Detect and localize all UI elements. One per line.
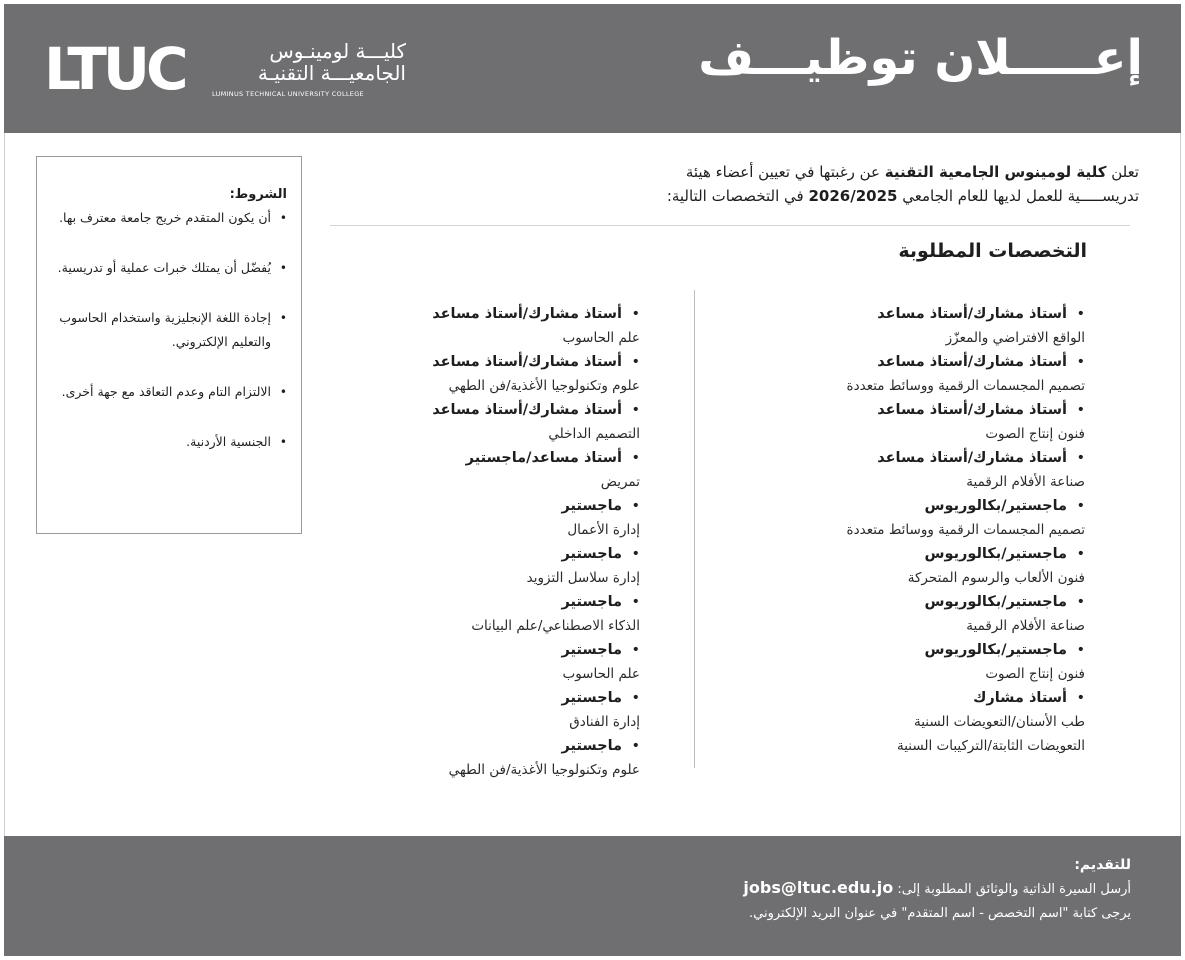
intro-line1-suffix: عن رغبتها في تعيين أعضاء هيئة (685, 163, 885, 181)
bullet-icon: • (631, 354, 640, 370)
position-specialty: فنون الألعاب والرسوم المتحركة (907, 570, 1085, 586)
position-specialty: إدارة الأعمال (567, 522, 640, 538)
bullet-icon: • (279, 211, 287, 225)
position-title-text: أستاذ مشارك/أستاذ مساعد (432, 402, 622, 418)
position-title-text: أستاذ مشارك/أستاذ مساعد (877, 402, 1067, 418)
position-item (685, 590, 1085, 638)
position-title (260, 398, 640, 422)
intro-line1-prefix: تعلن (1106, 163, 1139, 181)
intro-line-2 (339, 184, 1139, 208)
bullet-icon: • (631, 402, 640, 418)
position-title (260, 350, 640, 374)
apply-email-link[interactable]: jobs@ltuc.edu.jo (743, 878, 894, 897)
intro-line2-suffix: في التخصصات التالية: (666, 187, 809, 205)
condition-text: الالتزام التام وعدم التعاقد مع جهة أخرى. (61, 384, 271, 399)
position-specialty: صناعة الأفلام الرقمية (966, 474, 1085, 490)
position-title-text: أستاذ مشارك/أستاذ مساعد (877, 354, 1067, 370)
position-item (685, 638, 1085, 686)
logo-mark: LTUC (44, 35, 185, 103)
position-specialty: علم الحاسوب (562, 666, 640, 682)
condition-item (47, 306, 287, 354)
logo-arabic-line1: كليـــة لومينـوس (269, 39, 406, 63)
bullet-icon: • (631, 690, 640, 706)
position-specialty: التعويضات الثابتة/التركيبات السنية (896, 738, 1085, 754)
apply-send-text: أرسل السيرة الذاتية والوثائق المطلوبة إلى: (893, 882, 1131, 897)
bullet-icon: • (1076, 546, 1085, 562)
bullet-icon: • (279, 435, 287, 449)
condition-text: الجنسية الأردنية. (186, 434, 271, 449)
intro-divider (330, 225, 1130, 226)
condition-item (47, 430, 287, 454)
position-specialty: فنون إنتاج الصوت (985, 666, 1085, 682)
position-title-text: أستاذ مشارك/أستاذ مساعد (877, 450, 1067, 466)
position-title (685, 638, 1085, 662)
position-title-text: ماجستير/بكالوريوس (924, 498, 1067, 514)
position-item (260, 542, 640, 590)
position-title (260, 686, 640, 710)
header-band (4, 4, 1181, 133)
position-title-text: ماجستير (561, 498, 622, 514)
position-item (260, 494, 640, 542)
position-item (685, 686, 1085, 758)
position-title (685, 398, 1085, 422)
position-specialty: التصميم الداخلي (548, 426, 640, 442)
bullet-icon: • (631, 642, 640, 658)
position-item (260, 398, 640, 446)
condition-item (47, 206, 287, 230)
section-title: التخصصات المطلوبة (898, 240, 1087, 262)
position-item (685, 398, 1085, 446)
position-item (260, 590, 640, 638)
ltuc-logo (44, 35, 414, 104)
conditions-title: الشروط: (229, 187, 287, 202)
position-specialty: فنون إنتاج الصوت (985, 426, 1085, 442)
position-title (685, 590, 1085, 614)
position-item (685, 446, 1085, 494)
position-specialty: تصميم المجسمات الرقمية ووسائط متعددة (846, 378, 1085, 394)
bullet-icon: • (1076, 450, 1085, 466)
position-title-text: ماجستير (561, 690, 622, 706)
position-title-text: ماجستير (561, 546, 622, 562)
position-item (260, 302, 640, 350)
position-item (685, 350, 1085, 398)
position-item (260, 686, 640, 734)
bullet-icon: • (279, 261, 287, 275)
position-item (260, 350, 640, 398)
position-title-text: ماجستير (561, 738, 622, 754)
position-specialty: تصميم المجسمات الرقمية ووسائط متعددة (846, 522, 1085, 538)
position-title-text: أستاذ مشارك/أستاذ مساعد (877, 306, 1067, 322)
academic-year: 2026/2025 (808, 187, 898, 205)
position-specialty: علم الحاسوب (562, 330, 640, 346)
intro-text (339, 160, 1139, 208)
position-title-text: ماجستير/بكالوريوس (924, 642, 1067, 658)
position-title (685, 494, 1085, 518)
position-title-text: ماجستير (561, 642, 622, 658)
conditions-list (47, 206, 287, 454)
position-specialty: الواقع الافتراضي والمعزّز (945, 330, 1085, 346)
bullet-icon: • (631, 498, 640, 514)
position-title (260, 542, 640, 566)
position-title-text: ماجستير (561, 594, 622, 610)
position-item (260, 734, 640, 782)
bullet-icon: • (631, 738, 640, 754)
positions-column-right (685, 302, 1085, 758)
position-specialty: علوم وتكنولوجيا الأغذية/فن الطهي (448, 378, 640, 394)
position-title (260, 302, 640, 326)
position-title-text: ماجستير/بكالوريوس (924, 546, 1067, 562)
position-title-text: ماجستير/بكالوريوس (924, 594, 1067, 610)
bullet-icon: • (631, 546, 640, 562)
position-title (685, 302, 1085, 326)
position-specialty: صناعة الأفلام الرقمية (966, 618, 1085, 634)
position-item (685, 542, 1085, 590)
page-title: إعـــــلان توظيـــف (698, 30, 1143, 86)
bullet-icon: • (279, 385, 287, 399)
position-title (685, 686, 1085, 710)
positions-column-left (260, 302, 640, 782)
position-item (685, 494, 1085, 542)
bullet-icon: • (1076, 498, 1085, 514)
position-specialty: الذكاء الاصطناعي/علم البيانات (471, 618, 640, 634)
intro-line-1 (339, 160, 1139, 184)
position-item (685, 302, 1085, 350)
bullet-icon: • (1076, 354, 1085, 370)
intro-line2-prefix: تدريســـــية للعمل لديها للعام الجامعي (897, 187, 1139, 205)
position-specialty: علوم وتكنولوجيا الأغذية/فن الطهي (448, 762, 640, 778)
position-title (260, 446, 640, 470)
bullet-icon: • (1076, 642, 1085, 658)
bullet-icon: • (1076, 690, 1085, 706)
condition-item (47, 256, 287, 280)
bullet-icon: • (1076, 306, 1085, 322)
bullet-icon: • (279, 311, 287, 325)
position-title (685, 542, 1085, 566)
bullet-icon: • (631, 594, 640, 610)
position-title-text: أستاذ مشارك/أستاذ مساعد (432, 354, 622, 370)
position-title-text: أستاذ مشارك/أستاذ مساعد (432, 306, 622, 322)
apply-title: للتقديم: (1074, 857, 1131, 873)
bullet-icon: • (1076, 402, 1085, 418)
position-title-text: أستاذ مساعد/ماجستير (465, 450, 622, 466)
position-title (260, 494, 640, 518)
position-title (685, 350, 1085, 374)
condition-item (47, 380, 287, 404)
position-title (260, 734, 640, 758)
logo-english: LUMINUS TECHNICAL UNIVERSITY COLLEGE (212, 90, 364, 98)
intro-line1-bold: كلية لومينوس الجامعية التقنية (884, 163, 1107, 181)
position-specialty: إدارة الفنادق (569, 714, 640, 730)
position-title (260, 638, 640, 662)
position-title (260, 590, 640, 614)
position-item (260, 446, 640, 494)
apply-send-line (743, 876, 1131, 902)
apply-note: يرجى كتابة "اسم التخصص - اسم المتقدم" في عنوان البريد الإلكتروني. (749, 906, 1131, 921)
position-title-text: أستاذ مشارك (973, 690, 1067, 706)
position-title (685, 446, 1085, 470)
condition-text: إجادة اللغة الإنجليزية واستخدام الحاسوب والتعليم الإلكتروني. (59, 310, 271, 349)
bullet-icon: • (631, 306, 640, 322)
position-specialty: طب الأسنان/التعويضات السنية (914, 714, 1085, 730)
position-item (260, 638, 640, 686)
condition-text: يُفضّل أن يمتلك خبرات عملية أو تدريسية. (57, 260, 271, 275)
position-specialty: إدارة سلاسل التزويد (526, 570, 640, 586)
bullet-icon: • (631, 450, 640, 466)
condition-text: أن يكون المتقدم خريج جامعة معترف بها. (59, 210, 271, 225)
position-specialty: تمريض (600, 474, 640, 490)
logo-arabic-line2: الجامعيـــة التقنيـة (257, 61, 406, 85)
apply-section (743, 854, 1131, 926)
bullet-icon: • (1076, 594, 1085, 610)
footer-band (4, 836, 1181, 956)
